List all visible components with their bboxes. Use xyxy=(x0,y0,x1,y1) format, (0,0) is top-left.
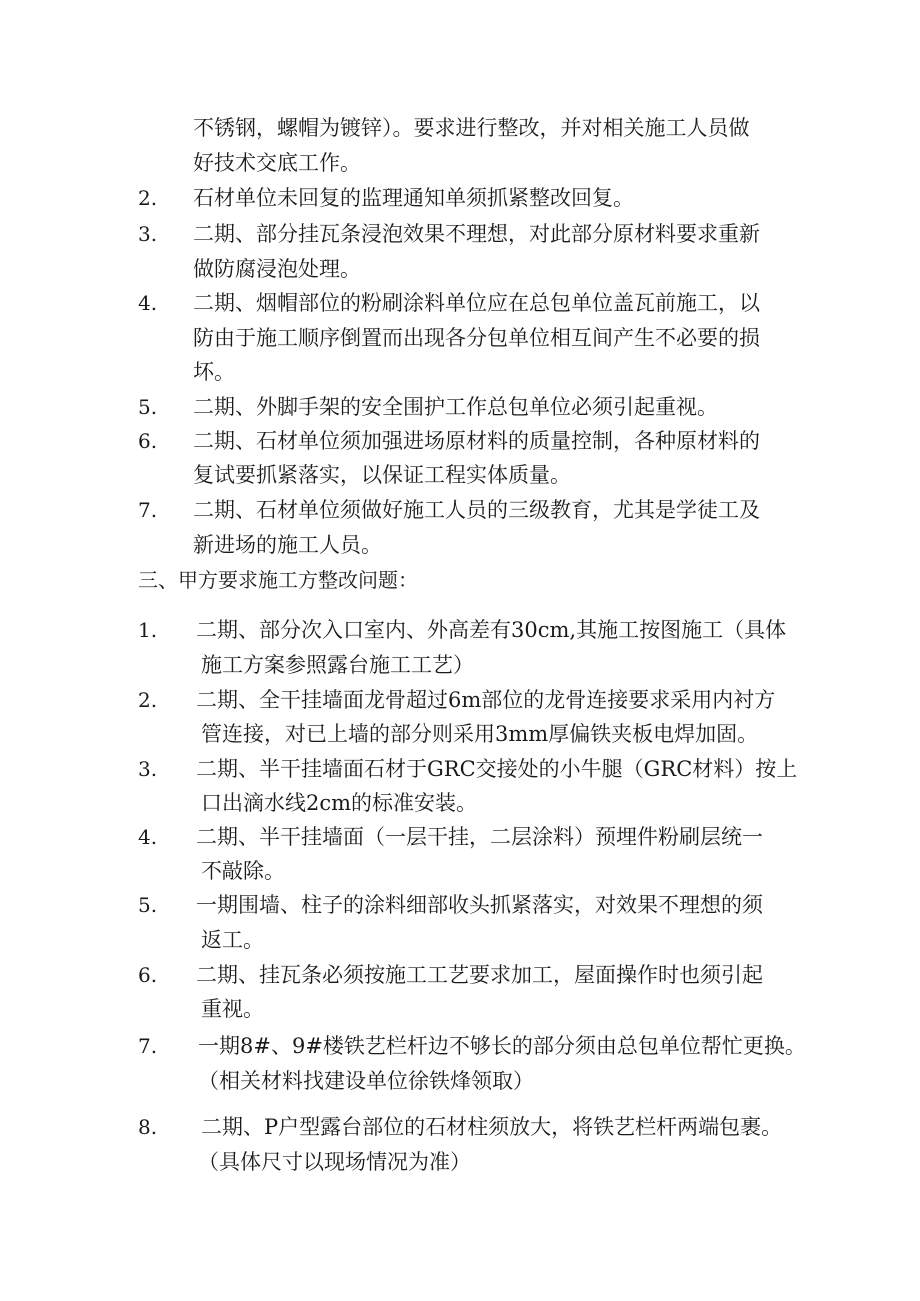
item-number: 6. xyxy=(138,963,158,987)
item-text: 二期、石材单位须做好施工人员的三级教育，尤其是学徒工及 xyxy=(193,498,760,522)
item-text: 防由于施工顺序倒置而出现各分包单位相互间产生不必要的损 xyxy=(193,326,760,350)
item-text: 二期、部分次入口室内、外高差有30cm,其施工按图施工（具体 xyxy=(196,618,787,642)
item-text: 口出滴水线2cm的标准安装。 xyxy=(201,791,478,815)
item-text: 坏。 xyxy=(193,360,235,384)
item-text: 二期、全干挂墙面龙骨超过6m部位的龙骨连接要求采用内衬方 xyxy=(196,688,776,712)
item-text: 返工。 xyxy=(201,928,264,952)
item-number: 5. xyxy=(138,395,158,419)
item-text: 施工方案参照露台施工工艺） xyxy=(201,653,474,677)
item-text: 一期8#、9#楼铁艺栏杆边不够长的部分须由总包单位帮忙更换。 xyxy=(198,1034,806,1058)
intro-line-1: 不锈钢，螺帽为镀锌）。要求进行整改，并对相关施工人员做 xyxy=(193,116,750,140)
item-number: 3. xyxy=(138,757,158,781)
item-text: （相关材料找建设单位徐铁烽领取） xyxy=(198,1069,534,1093)
item-number: 1. xyxy=(138,618,158,642)
item-number: 6. xyxy=(138,429,158,453)
item-number: 8. xyxy=(138,1115,158,1139)
item-text: 一期围墙、柱子的涂料细部收头抓紧落实，对效果不理想的须 xyxy=(196,893,763,917)
item-text: 二期、挂瓦条必须按施工工艺要求加工，屋面操作时也须引起 xyxy=(196,963,763,987)
item-text: 二期、半干挂墙面石材于GRC交接处的小牛腿（GRC材料）按上 xyxy=(196,757,798,781)
item-text: 二期、部分挂瓦条浸泡效果不理想，对此部分原材料要求重新 xyxy=(193,222,760,246)
item-number: 7. xyxy=(138,498,158,522)
item-text: 二期、P户型露台部位的石材柱须放大，将铁艺栏杆两端包裹。 xyxy=(201,1115,783,1139)
item-text: （具体尺寸以现场情况为准） xyxy=(198,1150,471,1174)
item-number: 3. xyxy=(138,222,158,246)
item-text: 二期、外脚手架的安全围护工作总包单位必须引起重视。 xyxy=(193,395,718,419)
item-text: 石材单位未回复的监理通知单须抓紧整改回复。 xyxy=(193,186,634,210)
item-text: 二期、半干挂墙面（一层干挂，二层涂料）预埋件粉刷层统一 xyxy=(196,825,763,849)
item-text: 二期、烟帽部位的粉刷涂料单位应在总包单位盖瓦前施工，以 xyxy=(193,291,760,315)
item-number: 4. xyxy=(138,291,158,315)
item-number: 7. xyxy=(138,1034,158,1058)
item-text: 二期、石材单位须加强进场原材料的质量控制，各种原材料的 xyxy=(193,429,760,453)
item-text: 管连接，对已上墙的部分则采用3mm厚偏铁夹板电焊加固。 xyxy=(201,722,759,746)
intro-line-2: 好技术交底工作。 xyxy=(193,151,361,175)
item-number: 2. xyxy=(138,688,158,712)
section-heading: 三、甲方要求施工方整改问题： xyxy=(138,568,418,592)
item-number: 4. xyxy=(138,825,158,849)
item-text: 重视。 xyxy=(201,997,264,1021)
item-text: 复试要抓紧落实，以保证工程实体质量。 xyxy=(193,463,571,487)
item-number: 2. xyxy=(138,186,158,210)
item-text: 做防腐浸泡处理。 xyxy=(193,257,361,281)
item-text: 新进场的施工人员。 xyxy=(193,533,382,557)
item-text: 不敲除。 xyxy=(201,859,285,883)
item-number: 5. xyxy=(138,893,158,917)
